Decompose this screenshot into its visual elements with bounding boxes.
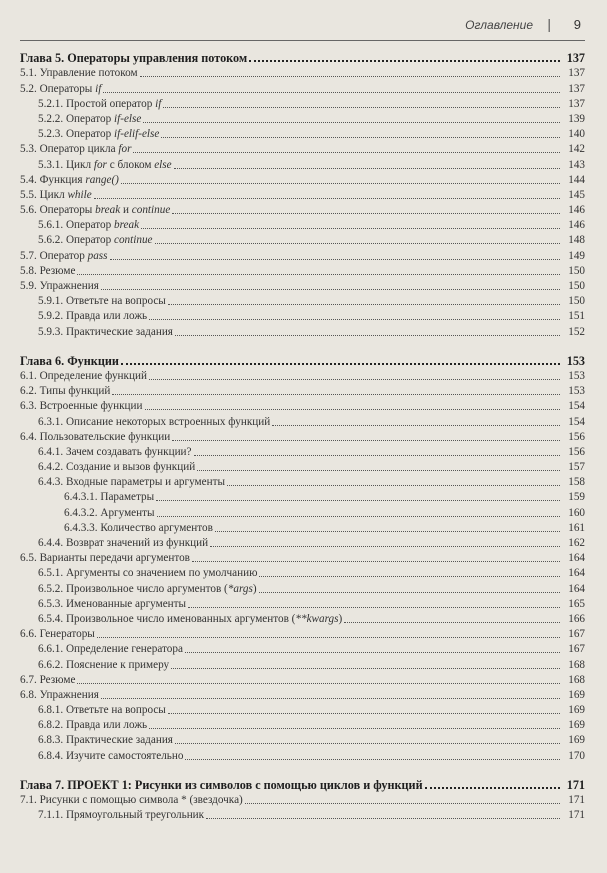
toc-entry-title [20, 674, 77, 687]
toc-entry-title [20, 370, 149, 383]
toc-page-number: 143 [568, 158, 585, 171]
toc-entry [20, 656, 585, 671]
header-separator: | [547, 16, 551, 32]
toc-entry-title-part: 6.6. Генераторы [20, 628, 95, 641]
dot-leader [141, 227, 560, 229]
toc-entry-title [38, 98, 163, 111]
toc-page-number: 153 [568, 369, 585, 382]
toc-entry-title-part: 5.6.2. Оператор [38, 234, 114, 247]
toc-entry-title-part: break [95, 204, 121, 217]
dot-leader [143, 121, 560, 123]
dot-leader [344, 621, 560, 623]
toc-page-number: 168 [568, 673, 585, 686]
toc-entry [20, 580, 585, 595]
toc-entry-title-part: for [93, 158, 107, 171]
toc-entry-title-part: с блоком [106, 158, 155, 171]
toc-entry-title [38, 613, 344, 626]
toc-entry-title [20, 204, 172, 217]
toc-entry [20, 368, 585, 383]
toc-entry-title-part: 5.6.1. Оператор [38, 219, 114, 232]
toc-entry-title [20, 265, 77, 278]
toc-entry-title-part: if [95, 82, 102, 95]
toc-entry [20, 520, 585, 535]
toc-entry-title-part: 6.4.3.2. Аргументы [64, 506, 155, 519]
toc-entry [20, 611, 585, 626]
toc-entry-title-part: if [155, 97, 162, 110]
toc-entry [20, 232, 585, 247]
dot-leader [171, 667, 560, 669]
toc-entry [20, 489, 585, 504]
toc-entry-title-part: 5.6. Операторы [20, 204, 96, 217]
dot-leader [259, 591, 560, 593]
toc-page-number: 142 [568, 143, 585, 156]
dot-leader [172, 212, 560, 214]
toc-entry-title [64, 491, 156, 504]
toc-entry-title [64, 507, 157, 520]
toc-entry-title-part: 6.8.2. Правда или ложь [38, 719, 148, 732]
toc-page-number: 171 [566, 777, 585, 792]
toc-entry-title-part: 7.1. Рисунки с помощью символа * (звездочка) [20, 794, 243, 806]
toc-entry-title-part: if-elif-else [114, 128, 160, 141]
toc-entry-title [38, 809, 206, 822]
toc-page-number: 164 [568, 582, 585, 595]
toc-entry-title-part: for [118, 143, 132, 156]
toc-entry-title [38, 719, 149, 732]
dot-leader [168, 712, 560, 714]
toc-entry-title-part: 6.8.1. Ответьте на вопросы [38, 704, 166, 717]
toc-page-number: 144 [568, 173, 585, 186]
toc-page-number: 140 [568, 128, 585, 141]
toc-entry [20, 565, 585, 580]
toc-entry [20, 687, 585, 702]
toc-entry-title-part: 5.2.2. Оператор [38, 112, 114, 125]
toc-page-number: 157 [568, 461, 585, 474]
toc-entry-title-part: continue [114, 234, 153, 247]
toc-entry-title [20, 552, 192, 565]
toc-page-number: 150 [568, 280, 585, 292]
dot-leader [206, 817, 560, 819]
toc-entry-title-part: и [120, 204, 132, 217]
toc-entry [20, 672, 585, 687]
toc-entry-title [20, 280, 101, 293]
toc-page-number: 167 [568, 643, 585, 656]
toc-entry-title-part: 5.3.1. Цикл [38, 158, 94, 171]
toc-entry-title-part: 6.8. Упражнения [20, 688, 99, 701]
toc-entry [20, 278, 585, 293]
toc-entry-title-part: 6.4.3. Входные параметры и аргументы [38, 476, 225, 489]
toc-entry-title-part: 6.8.3. Практические задания [38, 734, 173, 747]
toc-entry-title [20, 628, 97, 641]
toc-chapter [20, 777, 585, 792]
toc-entry-title-part: break [114, 219, 140, 232]
dot-leader [149, 727, 560, 729]
toc-chapter [20, 50, 585, 65]
toc-page-number: 164 [568, 567, 585, 580]
toc-page-number: 168 [568, 658, 585, 671]
toc-entry-title [20, 189, 94, 202]
toc-page-number: 169 [568, 688, 585, 701]
toc-entry [20, 641, 585, 656]
toc-entry [20, 65, 585, 80]
dot-leader [133, 151, 560, 153]
toc-entry-title [38, 446, 194, 459]
toc-entry-title [38, 750, 185, 763]
dot-leader [245, 802, 560, 804]
dot-leader [97, 636, 560, 638]
dot-leader [149, 378, 560, 380]
toc-entry-title [38, 219, 141, 232]
toc-entry-title-part: 6.5.3. Именованные аргументы [38, 597, 187, 610]
dot-leader [210, 545, 560, 547]
dot-leader [174, 167, 560, 169]
toc-page-number: 137 [568, 67, 585, 80]
dot-leader [172, 439, 560, 441]
dot-leader [272, 424, 560, 426]
dot-leader [156, 499, 560, 501]
toc-entry [20, 413, 585, 428]
toc-page-number: 162 [568, 537, 585, 549]
toc-entry-title-part: 6.4.4. Возврат значений из функций [38, 537, 209, 549]
toc-entry-title [38, 583, 259, 596]
toc-entry-title [38, 416, 272, 429]
toc-entry-title-part: Глава 6. Функции [20, 353, 119, 368]
toc-page-number: 161 [568, 521, 585, 534]
toc-page-number: 137 [568, 97, 585, 110]
toc-page-number: 156 [568, 430, 585, 443]
toc-entry [20, 596, 585, 611]
toc-entry-title-part: continue [131, 204, 171, 217]
toc-entry [20, 807, 585, 822]
toc-page-number: 151 [568, 310, 585, 323]
toc-entry [20, 202, 585, 217]
toc-entry-title-part: 5.7. Оператор [20, 249, 88, 262]
toc-entry [20, 217, 585, 232]
toc-page-number: 171 [568, 794, 585, 806]
toc-entry [20, 550, 585, 565]
toc-entry-title-part: 5.5. Цикл [20, 188, 68, 201]
toc-entry-title [20, 400, 145, 413]
toc-chapter [20, 353, 585, 368]
dot-leader [149, 318, 560, 320]
toc-entry-title [38, 310, 149, 323]
toc-page-number: 165 [568, 597, 585, 610]
toc-entry [20, 247, 585, 262]
toc-page-number: 169 [568, 734, 585, 747]
toc-entry [20, 308, 585, 323]
toc-entry [20, 474, 585, 489]
toc-entry-title [38, 234, 155, 247]
toc-entry-title-part: *args [227, 582, 253, 595]
toc-entry-title [20, 83, 103, 96]
toc-page-number: 139 [568, 112, 585, 125]
toc-page-number: 154 [568, 400, 585, 413]
dot-leader [249, 59, 560, 62]
dot-leader [112, 393, 560, 395]
toc-entry-title [38, 113, 143, 126]
toc-entry-title [20, 794, 245, 807]
toc-entry-title [38, 295, 168, 308]
toc-entry [20, 141, 585, 156]
toc-entry [20, 323, 585, 338]
toc-entry-title-part: 6.4.2. Создание и вызов функций [38, 461, 196, 474]
toc-entry-title-part: range() [85, 173, 119, 186]
dot-leader [185, 651, 560, 653]
toc-entry-title-part: if-else [114, 112, 142, 125]
toc-page-number: 149 [568, 249, 585, 262]
toc-page-number: 170 [568, 749, 585, 762]
toc-page-number: 169 [568, 704, 585, 717]
toc-page-number: 160 [568, 506, 585, 519]
toc-entry [20, 792, 585, 807]
toc-entry-title-part: 6.5.1. Аргументы со значением по умолчанию [38, 567, 258, 580]
toc-entry [20, 702, 585, 717]
toc-entry-title-part: 5.9. Упражнения [20, 280, 99, 292]
toc-entry-title [20, 355, 121, 368]
toc-entry [20, 126, 585, 141]
dot-leader [121, 362, 560, 365]
toc-entry-title-part: 5.9.1. Ответьте на вопросы [38, 295, 166, 308]
page-number: 9 [573, 17, 581, 32]
dot-leader [197, 469, 560, 471]
dot-leader [140, 75, 560, 77]
dot-leader [194, 454, 560, 456]
page-header [20, 14, 585, 41]
dot-leader [155, 242, 560, 244]
toc-page-number: 154 [568, 415, 585, 428]
toc-entry-title [20, 67, 140, 80]
toc-entry-title-part: 5.2.1. Простой оператор [38, 97, 156, 110]
toc-entry-title [38, 659, 171, 672]
dot-leader [175, 742, 560, 744]
toc-entry-title [38, 461, 197, 474]
dot-leader [259, 575, 560, 577]
toc-entry-title-part: while [67, 188, 92, 201]
toc-entry-title-part: ) [252, 582, 257, 595]
toc-page-number: 156 [568, 445, 585, 458]
toc-entry-title [38, 704, 168, 717]
dot-leader [145, 408, 560, 410]
dot-leader [163, 106, 560, 108]
toc-entry [20, 80, 585, 95]
dot-leader [121, 182, 560, 184]
dot-leader [77, 682, 560, 684]
toc-entry [20, 429, 585, 444]
dot-leader [103, 91, 560, 93]
toc-entry-title-part: 6.3. Встроенные функции [20, 400, 143, 413]
toc-entry [20, 444, 585, 459]
toc-page-number: 152 [568, 325, 585, 338]
toc-page-number: 167 [568, 628, 585, 641]
toc-entry-title-part: 5.9.2. Правда или ложь [38, 310, 148, 323]
toc-entry [20, 535, 585, 550]
toc-entry-title-part: else [154, 158, 172, 171]
toc-entry-title-part: 5.2. Операторы [20, 82, 96, 95]
dot-leader [185, 758, 560, 760]
toc-entry-title [20, 431, 172, 444]
toc-entry-title-part: 6.2. Типы функций [20, 385, 111, 398]
dot-leader [101, 288, 560, 290]
toc-entry-title [20, 779, 425, 792]
toc-entry [20, 96, 585, 111]
toc-page-number: 146 [568, 219, 585, 232]
toc-page-number: 137 [568, 82, 585, 95]
toc-entry-title [38, 326, 175, 339]
toc-page-number: 169 [568, 719, 585, 732]
toc-entry-title [38, 128, 161, 141]
toc-entry-title-part: 6.5.4. Произвольное число именованных аргументов ( [38, 612, 296, 625]
toc-entry-title [38, 734, 175, 747]
section-gap [20, 339, 585, 353]
toc-page-number: 146 [568, 204, 585, 217]
toc-entry-title-part: ) [338, 612, 343, 625]
toc-entry-title [20, 174, 121, 187]
section-gap [20, 763, 585, 777]
dot-leader [101, 697, 560, 699]
toc-page-number: 153 [566, 353, 585, 368]
toc-entry [20, 263, 585, 278]
toc-entry-title-part: 6.5. Варианты передачи аргументов [20, 552, 190, 565]
toc-entry-title-part: 6.5.2. Произвольное число аргументов ( [38, 582, 228, 595]
toc-page-number: 148 [568, 234, 585, 247]
dot-leader [425, 786, 560, 789]
toc-page-number: 166 [568, 612, 585, 625]
toc-page-number: 171 [568, 809, 585, 822]
toc-page-number: 145 [568, 188, 585, 201]
toc-entry [20, 717, 585, 732]
toc-entry-title [20, 689, 101, 702]
toc-entry-title-part: 7.1.1. Прямоугольный треугольник [38, 809, 205, 822]
dot-leader [77, 273, 560, 275]
dot-leader [188, 606, 560, 608]
toc-entry-title [38, 598, 188, 611]
toc-entry [20, 383, 585, 398]
toc-page-number: 158 [568, 476, 585, 489]
dot-leader [227, 484, 560, 486]
dot-leader [175, 334, 560, 336]
toc-entry [20, 398, 585, 413]
toc-entry [20, 459, 585, 474]
toc-entry-title-part: 6.4.1. Зачем создавать функции? [38, 445, 192, 458]
toc-entry-title-part: 5.9.3. Практические задания [38, 325, 173, 338]
toc-entry-title [38, 159, 174, 172]
toc-entry [20, 187, 585, 202]
toc-entry [20, 111, 585, 126]
running-title: Оглавление [465, 18, 533, 32]
toc-entry [20, 732, 585, 747]
toc-entry-title-part: 6.4.3.1. Параметры [64, 491, 155, 504]
toc-entry-title-part: 6.6.1. Определение генератора [38, 643, 183, 656]
toc-page-number: 153 [568, 385, 585, 398]
toc-entry-title-part: 6.6.2. Пояснение к примеру [38, 658, 170, 671]
toc-entry-title [38, 567, 259, 580]
toc-entry-title-part: 6.4. Пользовательские функции [20, 430, 171, 443]
toc-entry-title-part: 6.1. Определение функций [20, 369, 147, 382]
toc-entry-title [38, 537, 210, 550]
toc-entry-title-part: 5.3. Оператор цикла [20, 143, 119, 156]
toc-entry-title [20, 250, 110, 263]
toc-entry-title-part: 5.8. Резюме [20, 264, 76, 277]
toc-entry-title [20, 143, 133, 156]
dot-leader [110, 258, 560, 260]
dot-leader [161, 136, 560, 138]
toc-entry-title-part: **kwargs [295, 612, 339, 625]
toc-entry-title-part: pass [87, 249, 108, 262]
toc-entry-title-part: 5.4. Функция [20, 173, 86, 186]
toc-entry-title [20, 52, 249, 65]
dot-leader [168, 303, 560, 305]
toc-entry-title-part: 6.7. Резюме [20, 673, 76, 686]
table-of-contents [20, 50, 585, 822]
toc-entry [20, 293, 585, 308]
toc-entry-title [38, 643, 185, 656]
toc-entry-title-part: 6.4.3.3. Количество аргументов [64, 521, 213, 534]
toc-entry-title [38, 476, 227, 489]
toc-page-number: 150 [568, 264, 585, 277]
toc-entry-title-part: Глава 7. ПРОЕКТ 1: Рисунки из символов с помощью циклов и функций [20, 777, 423, 792]
toc-entry-title [64, 522, 215, 535]
toc-page-number: 164 [568, 552, 585, 565]
toc-entry-title-part: Глава 5. Операторы управления потоком [20, 51, 248, 66]
toc-entry-title [20, 385, 112, 398]
dot-leader [192, 560, 560, 562]
dot-leader [94, 197, 560, 199]
toc-page-number: 137 [566, 51, 585, 66]
dot-leader [215, 530, 560, 532]
toc-entry [20, 747, 585, 762]
toc-entry [20, 172, 585, 187]
toc-page-number: 150 [568, 295, 585, 308]
toc-entry-title-part: 5.1. Управление потоком [20, 67, 138, 80]
dot-leader [157, 515, 560, 517]
toc-entry-title-part: 6.3.1. Описание некоторых встроенных функций [38, 415, 271, 428]
toc-entry-title-part: 6.8.4. Изучите самостоятельно [38, 749, 184, 762]
toc-entry [20, 504, 585, 519]
toc-entry [20, 156, 585, 171]
toc-entry-title-part: 5.2.3. Оператор [38, 128, 114, 141]
toc-page-number: 159 [568, 491, 585, 504]
toc-entry [20, 626, 585, 641]
